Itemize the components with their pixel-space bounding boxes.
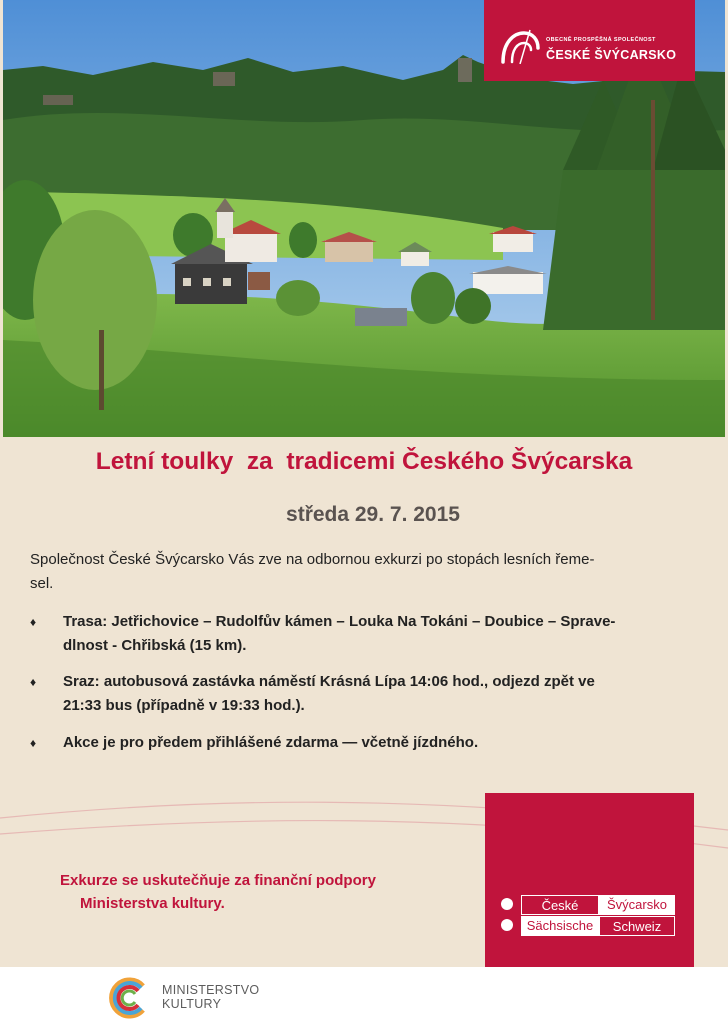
arch-logo-icon	[500, 28, 540, 64]
partner-row-cz	[501, 895, 681, 915]
invitation-text	[30, 548, 695, 596]
event-title: Letní toulky za tradicemi Českého Švýcarska	[95, 448, 633, 475]
bullet-route-line-2: dlnost - Chřibská (15 km).	[63, 637, 247, 654]
funding-note	[60, 869, 376, 915]
invitation-line-2: sel.	[30, 575, 54, 592]
funding-note-line-1: Exkurze se uskutečňuje za finanční podpory	[60, 872, 376, 889]
invitation-line-1: Společnost České Švýcarsko Vás zve na odbornou exkurzi po stopách lesních řeme-	[30, 551, 595, 568]
partner-cz-2: Švýcarsko	[599, 895, 675, 915]
partner-row-de	[501, 916, 681, 936]
ministry-c-logo-icon	[105, 974, 153, 1022]
diamond-bullet-icon: ♦	[30, 615, 37, 629]
bullet-free-line-1: Akce je pro předem přihlášené zdarma — včetně jízdného.	[63, 734, 479, 751]
ceske-svycarsko-logo	[484, 0, 695, 81]
diamond-bullet-icon: ♦	[30, 675, 37, 689]
funding-note-line-2: Ministerstva kultury.	[80, 895, 225, 912]
partner-panel	[485, 793, 694, 967]
ministry-logo-line-2: KULTURY	[162, 997, 222, 1011]
logo-top-subtitle: OBECNĚ PROSPĚŠNÁ SPOLEČNOST	[546, 37, 656, 43]
ministry-logo-line-1: MINISTERSTVO	[162, 983, 260, 997]
bullet-route-line-1: Trasa: Jetřichovice – Rudolfův kámen – Louka Na Tokáni – Doubice – Sprave-	[63, 613, 616, 630]
ceske-svycarsko-saechsische-schweiz-logo	[501, 893, 681, 937]
partner-de-1: Sächsische	[521, 916, 599, 936]
logo-top-title: ČESKÉ ŠVÝCARSKO	[546, 48, 677, 62]
partner-de-2: Schweiz	[599, 916, 675, 936]
circle-icon	[501, 919, 513, 931]
event-date: středa 29. 7. 2015	[286, 503, 460, 526]
partner-cz-1: České	[521, 895, 599, 915]
bullet-meeting-line-2: 21:33 bus (případně v 19:33 hod.).	[63, 697, 305, 714]
bullet-meeting-line-1: Sraz: autobusová zastávka náměstí Krásná Lípa 14:06 hod., odjezd zpět ve	[63, 673, 595, 690]
ministry-logo-text	[162, 983, 259, 1011]
diamond-bullet-icon: ♦	[30, 736, 37, 750]
circle-icon	[501, 898, 513, 910]
